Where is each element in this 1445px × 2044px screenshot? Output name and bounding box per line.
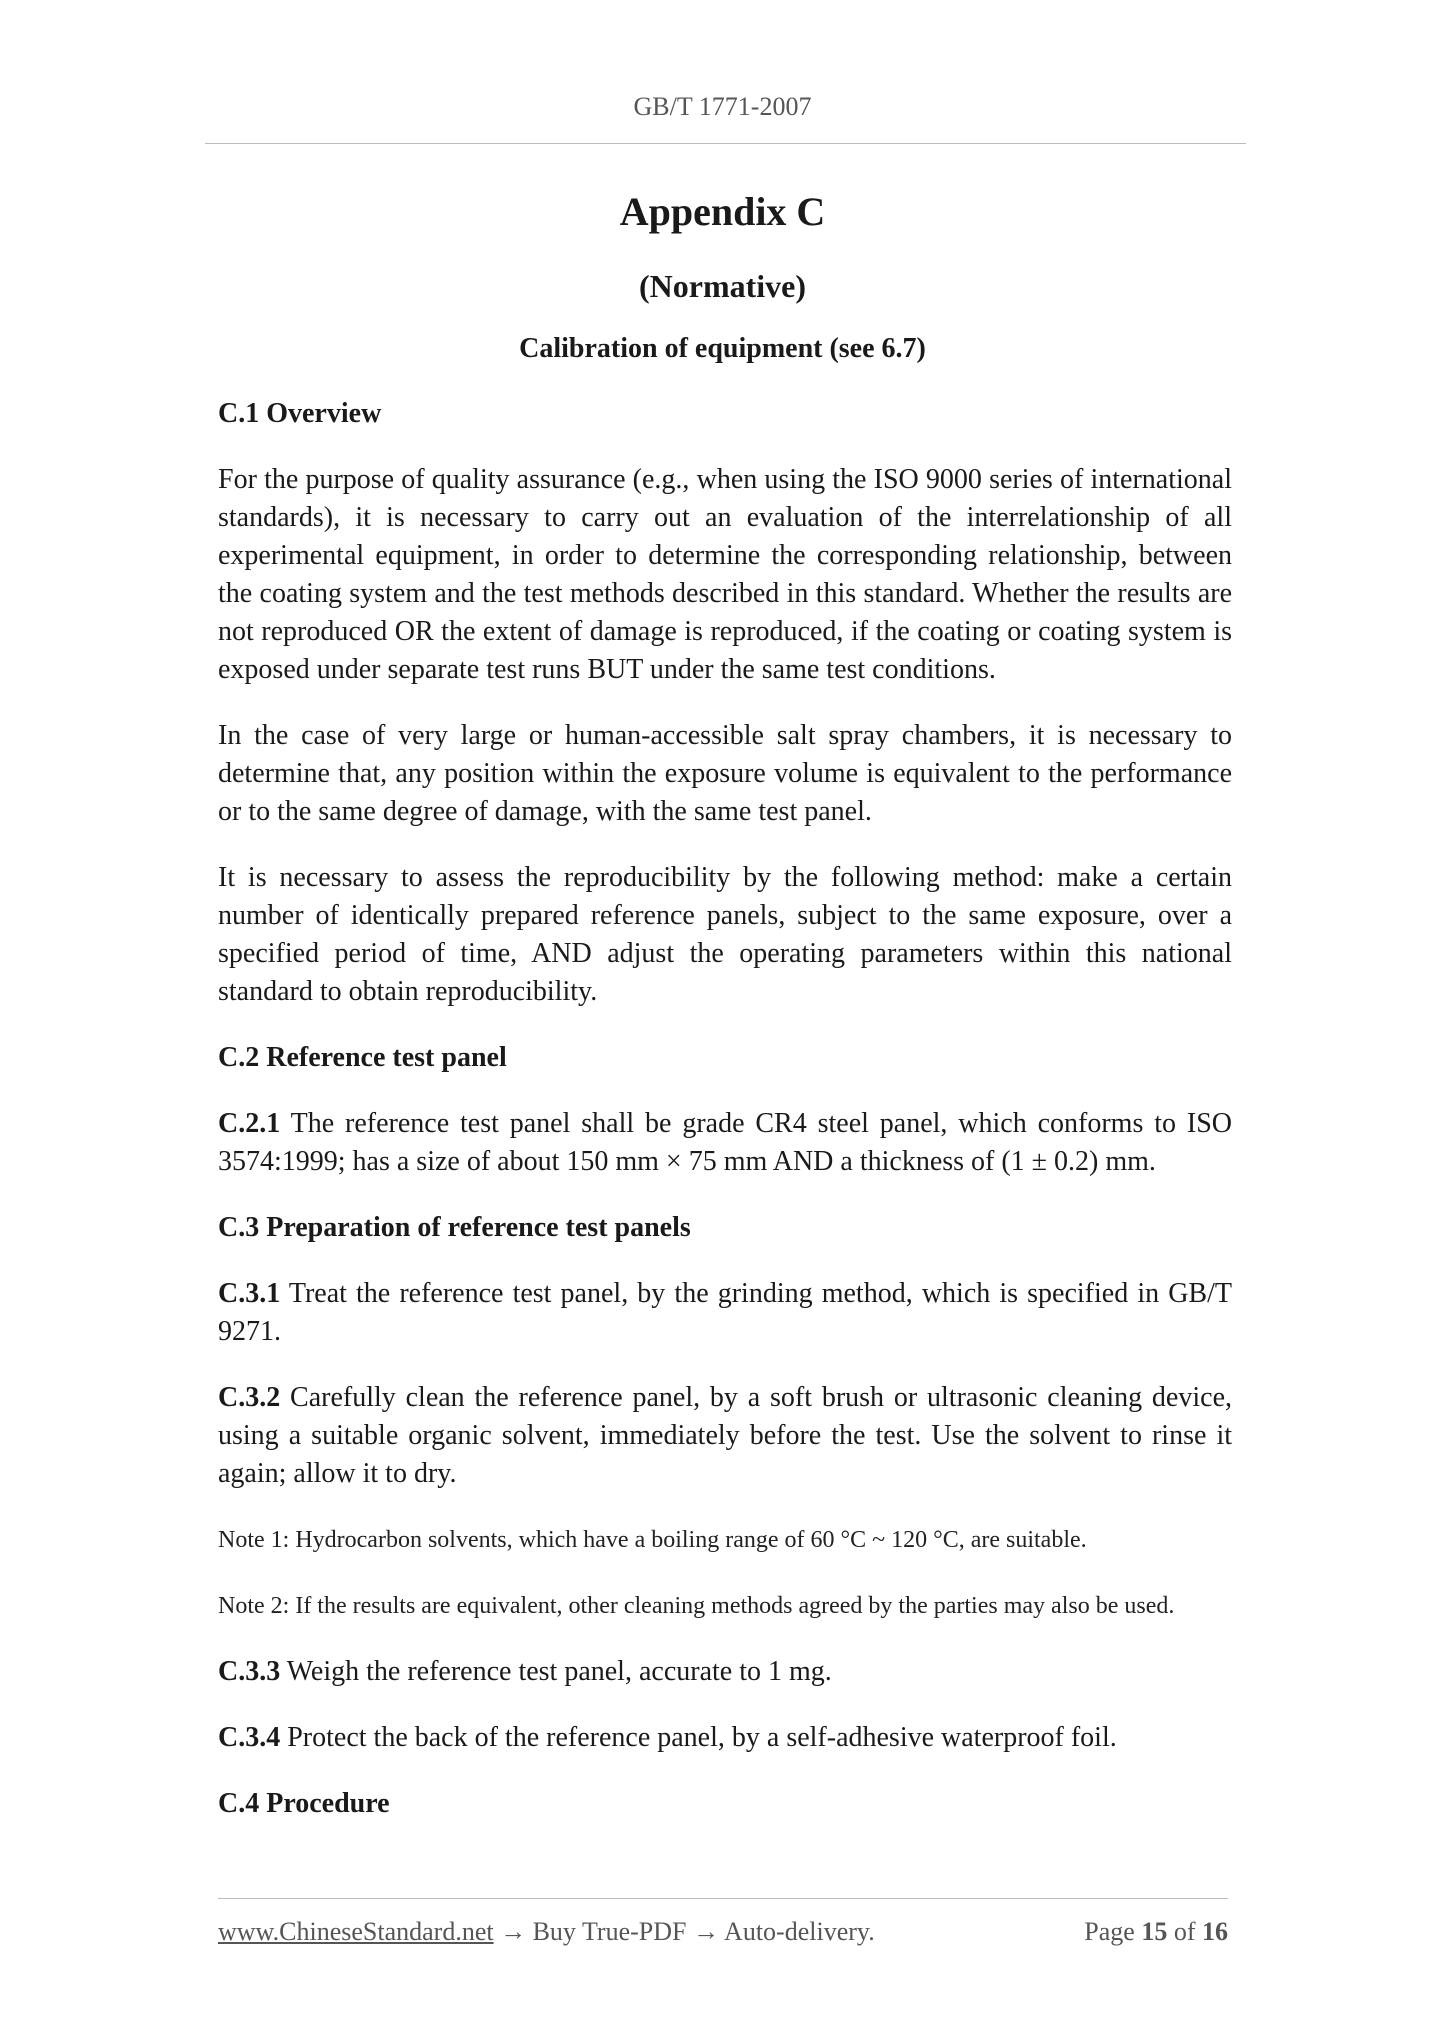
note-1: Note 1: Hydrocarbon solvents, which have a boiling range of 60 °C ~ 120 °C, are suitable. — [218, 1527, 1087, 1553]
header-divider — [205, 143, 1246, 144]
clause-text: Weigh the reference test panel, accurate to 1 mg. — [280, 1656, 832, 1687]
clause-number: C.3.3 — [218, 1656, 281, 1687]
section-heading-c3: C.3 Preparation of reference test panels — [218, 1212, 691, 1243]
page-current: 15 — [1141, 1917, 1168, 1946]
clause-c3-3 — [218, 1653, 1232, 1691]
clause-c2-1 — [218, 1105, 1232, 1181]
section-heading-c4: C.4 Procedure — [218, 1788, 390, 1819]
clause-c3-2 — [218, 1379, 1232, 1493]
clause-c3-4 — [218, 1719, 1232, 1757]
clause-number: C.3.4 — [218, 1722, 281, 1753]
clause-text: The reference test panel shall be grade CR4 steel panel, which conforms to ISO 3574:1999; has a size of about 150 mm × 75 mm AND a thickness of (1 ± 0.2) mm. — [218, 1108, 1232, 1177]
page-of: of — [1167, 1917, 1202, 1946]
clause-number: C.3.1 — [218, 1278, 281, 1309]
clause-text: Carefully clean the reference panel, by a soft brush or ultrasonic cleaning device, using a suitable organic solvent, immediately before the test. Use the solvent to rinse it again; allow it to dry. — [218, 1382, 1232, 1489]
page-total: 16 — [1202, 1917, 1228, 1946]
page-label: Page — [1084, 1917, 1142, 1946]
document-code-header: GB/T 1771-2007 — [633, 92, 812, 121]
clause-number: C.2.1 — [218, 1108, 281, 1139]
paragraph-c1-3: It is necessary to assess the reproducibility by the following method: make a certain number of identically prepared reference panels, subject to the same exposure, over a specified period of time, AND adjust the operating parameters within this national standard to obtain reproducibility. — [218, 862, 1232, 1007]
clause-text: Treat the reference test panel, by the grinding method, which is specified in GB/T 9271. — [218, 1278, 1232, 1347]
website-link[interactable]: www.ChineseStandard.net — [218, 1917, 494, 1946]
footer-promo — [218, 1917, 875, 1947]
appendix-subject: Calibration of equipment (see 6.7) — [519, 333, 926, 364]
clause-number: C.3.2 — [218, 1382, 281, 1413]
section-heading-c1: C.1 Overview — [218, 398, 382, 429]
clause-c3-1 — [218, 1275, 1232, 1351]
footer-divider — [218, 1898, 1228, 1899]
appendix-title: Appendix C — [619, 189, 826, 234]
appendix-nature: (Normative) — [638, 268, 807, 304]
page-footer — [218, 1917, 1228, 1947]
paragraph-c1-1: For the purpose of quality assurance (e.g., when using the ISO 9000 series of international standards), it is necessary to carry out an evaluation of the interrelationship of all experimental equipment, in order to determine the corresponding relationship, between the coating system and the test methods described in this standard. Whether the results are not reproduced OR the extent of damage is reproduced, if the coating or coating system is exposed under separate test runs BUT under the same test conditions. — [218, 464, 1232, 685]
note-2: Note 2: If the results are equivalent, other cleaning methods agreed by the parties may also be used. — [218, 1593, 1175, 1619]
clause-text: Protect the back of the reference panel, by a self-adhesive waterproof foil. — [280, 1722, 1117, 1753]
footer-promo-text: → Buy True-PDF → Auto-delivery. — [493, 1917, 875, 1946]
section-heading-c2: C.2 Reference test panel — [218, 1042, 507, 1073]
page-number — [1084, 1917, 1228, 1947]
page-content — [218, 395, 1232, 1851]
paragraph-c1-2: In the case of very large or human-accessible salt spray chambers, it is necessary to determine that, any position within the exposure volume is equivalent to the performance or to the same degree of damage, with the same test panel. — [218, 720, 1232, 827]
